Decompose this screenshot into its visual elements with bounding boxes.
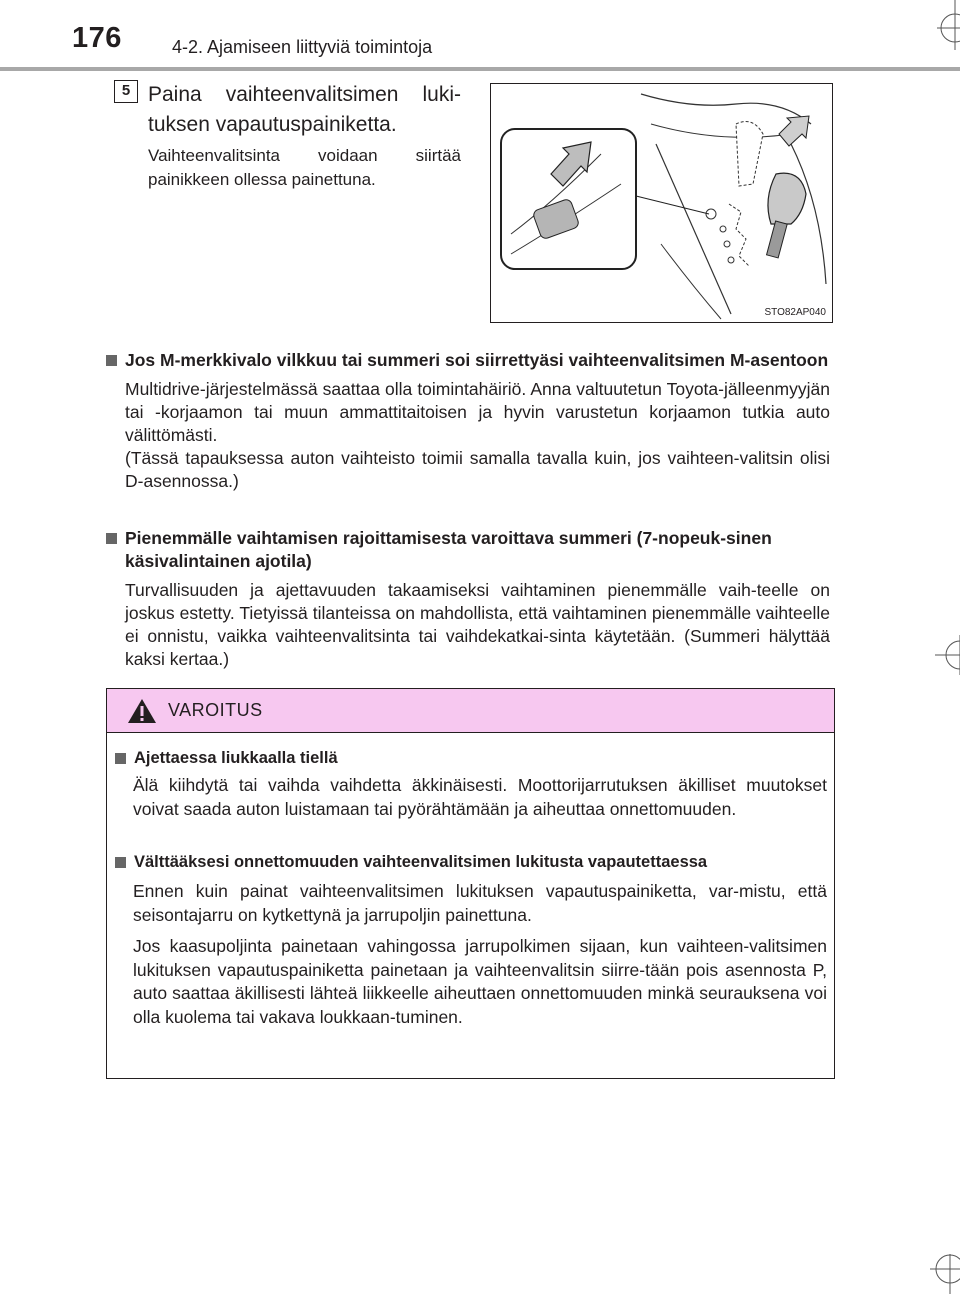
header-divider xyxy=(0,67,960,71)
warning-item-heading-text: Ajettaessa liukkaalla tiellä xyxy=(134,749,338,767)
section-heading xyxy=(106,527,830,573)
info-section-m-indicator xyxy=(106,349,830,493)
shift-lever-illustration xyxy=(490,83,833,323)
figure-code: STO82AP040 xyxy=(764,307,826,318)
square-bullet-icon xyxy=(115,857,126,868)
paragraph: Turvallisuuden ja ajettavuuden takaamiseksi vaihtaminen pienemmälle vaih-teelle on joskus estetty. Tietyissä tilanteissa on mahdollista, että vaihtaminen pienemmälle vaihteelle ei onnistu, vaikka vaihteenvalitsinta tai vaihdekatkai-sinta käytetään. (Summeri hälyttää kaksi kertaa.) xyxy=(125,580,830,669)
warning-item-heading xyxy=(115,747,827,770)
warning-item-body xyxy=(133,774,827,821)
warning-item-body xyxy=(133,880,827,1029)
crop-mark-bottom-right xyxy=(920,1254,960,1294)
section-heading xyxy=(106,349,830,372)
square-bullet-icon xyxy=(106,355,117,366)
crop-mark-top-right xyxy=(925,0,960,50)
warning-box xyxy=(106,688,835,1079)
square-bullet-icon xyxy=(106,533,117,544)
warning-item-heading xyxy=(115,851,827,874)
paragraph: Älä kiihdytä tai vaihda vaihdetta äkkinäisesti. Moottorijarrutuksen äkilliset muutokset voivat saada auton luistamaan tai pyörähtämään ja aiheuttaa onnettomuuden. xyxy=(133,775,827,819)
section-heading-text: Pienemmälle vaihtamisen rajoittamisesta varoittava summeri (7-nopeuk-sinen käsivalintainen ajotila) xyxy=(125,528,772,571)
chapter-title: 4-2. Ajamiseen liittyviä toimintoja xyxy=(172,37,433,57)
crop-mark-right-middle xyxy=(935,635,960,675)
section-body xyxy=(125,378,830,493)
paragraph: Ennen kuin painat vaihteenvalitsimen lukituksen vapautuspainiketta, var-mistu, että seisontajarru on kytkettynä ja jarrupoljin painettuna. xyxy=(133,881,827,925)
square-bullet-icon xyxy=(115,753,126,764)
warning-triangle-icon xyxy=(127,698,157,724)
step-title: Paina vaihteenvalitsimen lukituksen vapautuspainiketta. xyxy=(148,83,461,136)
page-number: 176 xyxy=(72,22,122,54)
section-body xyxy=(125,579,830,671)
warning-item-shift-lock-release xyxy=(115,851,827,1029)
warning-header xyxy=(107,689,834,733)
info-section-downshift-buzzer xyxy=(106,527,830,671)
step-number-box: 5 xyxy=(114,80,138,103)
section-heading-text: Jos M-merkkivalo vilkkuu tai summeri soi siirrettyäsi vaihteenvalitsimen M-asentoon xyxy=(125,350,829,370)
step-description: Vaihteenvalitsinta voidaan siirtää painikkeen ollessa painettuna. xyxy=(148,146,461,189)
paragraph: Multidrive-järjestelmässä saattaa olla toimintahäiriö. Anna valtuutetun Toyota-jälleenmyyjän tai -korjaamon tai muun ammattitaitoisen ja hyvin varustetun korjaamon tutkia auto välittömästi. xyxy=(125,379,830,445)
paragraph: Jos kaasupoljinta painetaan vahingossa jarrupolkimen sijaan, kun vaihteen-valitsimen lukituksen vapautuspainiketta painetaan ja vaihteenvalitsin siirre-tään pois asennosta P, auto saattaa äkillisesti lähteä liikkeelle aiheuttaen onnettomuuden minkä seurauksena voi olla kuolema tai vakava loukkaan-tuminen. xyxy=(133,936,827,1027)
warning-item-heading-text: Välttääksesi onnettomuuden vaihteenvalitsimen lukitusta vapautettaessa xyxy=(134,853,708,871)
warning-label: VAROITUS xyxy=(168,700,263,720)
paragraph: (Tässä tapauksessa auton vaihteisto toimii samalla tavalla kuin, jos vaihteen-valitsin olisi D-asennossa.) xyxy=(125,448,830,491)
warning-item-slippery-road xyxy=(115,747,827,821)
